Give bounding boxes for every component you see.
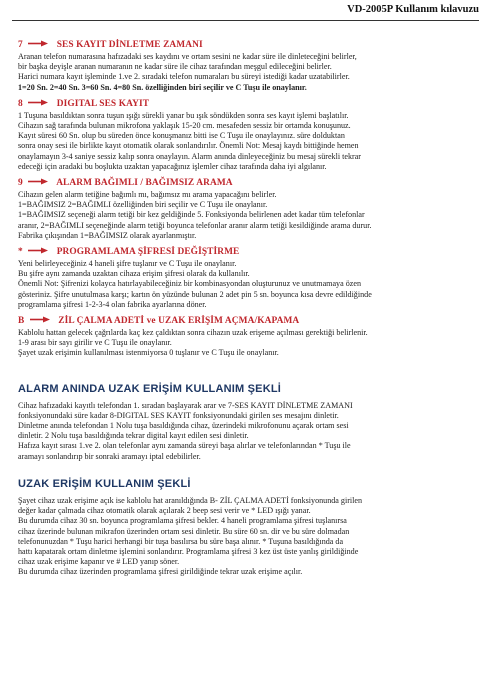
paragraph-line: 1=20 Sn. 2=40 Sn. 3=60 Sn. 4=80 Sn. özelliğinden biri seçilir ve C Tuşu ile onaylanır. xyxy=(18,82,307,92)
arrow-icon xyxy=(28,99,48,106)
section-title xyxy=(18,178,474,188)
section-title-text: DIGITAL SES KAYIT xyxy=(56,98,150,109)
section-8 xyxy=(18,99,474,172)
section-title xyxy=(18,40,474,50)
paragraph-line: onaylamayın 3-4 saniye sessiz kalıp sonra onaylayın. Alarm anında dinleyeceğiniz bu mesaj sürekli tekrar xyxy=(18,151,361,161)
arrow-icon xyxy=(30,316,50,323)
paragraph-line: telefonunuzdan * Tuşu harici herhangi bir tuşa basılırsa bu süre başa alınır. * Tuşuna basıldığında da xyxy=(18,536,344,546)
section-title-text: SES KAYIT DİNLETME ZAMANI xyxy=(56,40,203,50)
arrow-icon xyxy=(28,178,48,185)
paragraph-line: Cihazın gelen alarm tetiğine bağımlı mı, bağımsız mı arama yapacağını belirler. xyxy=(18,190,277,200)
paragraph-line: Yeni belirleyeceğiniz 4 haneli şifre tuşlanır ve C Tuşu ile onaylanır. xyxy=(18,259,237,269)
section-title-text: ALARM BAĞIMLI / BAĞIMSIZ ARAMA xyxy=(56,178,233,189)
paragraph-line: Kayıt süresi 60 Sn. olup bu süreden önce konuşmanız bitti ise C Tuşu ile onaylayınız. süre dolduktan xyxy=(18,131,345,141)
paragraph-line: Aranan telefon numarasına hafızadaki ses kaydını ve ortam sesini ne kadar süre ile dinleteceğini belirler, xyxy=(18,52,357,61)
remote-access-section xyxy=(18,478,474,578)
paragraph-line: aramayı sonlandırıp bir sonraki aramayı iptal edebilirler. xyxy=(18,451,201,461)
paragraph-line: Şayet uzak erişimin kullanılması istenmiyorsa 0 tuşlanır ve C Tuşu ile onaylanır. xyxy=(18,348,279,358)
section-title xyxy=(18,247,474,257)
paragraph-line: edeceği için aradaki bu boşlukta uzaktan yapacağınız işlemler cihaz tarafında daha iyi algılanır. xyxy=(18,161,327,171)
section-number: 9 xyxy=(18,178,23,189)
paragraph-line: 1 Tuşuna basıldıktan sonra tuşun ışığı sürekli yanar bu ışık söndükden sonra ses kayıt işlemi başlatılır. xyxy=(18,110,349,120)
paragraph-line: 1=BAĞIMSIZ 2=BAĞIMLI özelliğinden biri seçilir ve C Tuşu ile onaylanır. xyxy=(18,200,268,210)
paragraph-line: 1=BAĞIMSIZ seçeneği alarm tetiği bir kez geldiğinde 5. Fonksiyonda belirlenen adet kadar tüm telefonlar xyxy=(18,210,365,220)
paragraph-line: Bu durumda cihaz 30 sn. boyunca programlama şifresi bekler. 4 haneli programlama şifresi tuşlanırsa xyxy=(18,516,347,526)
section-number: * xyxy=(18,247,23,258)
arrow-icon xyxy=(28,247,48,254)
paragraph-line: aranır, 2=BAĞIMLI seçeneğinde alarm tetiği boyunca telefonlar aranır alarm tetiği kesildiğinde arama durur. xyxy=(18,220,372,230)
section-number: B xyxy=(18,316,25,327)
paragraph-line: Bu durumda cihaz üzerinden programlama şifresi girildiğinde tekrar uzak erişime açılır. xyxy=(18,567,303,577)
paragraph-line: dinletir. 2 Nolu tuşa basıldığında tekrar digital kayıt edilen sesi dinletir. xyxy=(18,431,249,441)
header-divider xyxy=(12,20,479,21)
paragraph-line: hattı kapatarak ortam dinletme işlemini sonlandırır. Programlama şifresi 3 kez üst üste yanlış girildiğinde xyxy=(18,546,359,556)
section-9 xyxy=(18,178,474,241)
paragraph-line: cihaz uzak erişime kapanır ve # LED yanıp söner. xyxy=(18,557,180,567)
paragraph-line: sonra onay sesi ile birlikte kayıt otomatik olarak sonlandırılır. Önemli Not: Mesaj kaydı bittiğinde hemen xyxy=(18,141,359,151)
arrow-icon xyxy=(28,40,48,47)
paragraph-line: değer kadar çalmada cihaz otomatik olarak açılarak 2 beep sesi verir ve * LED ışığı yanar. xyxy=(18,506,311,516)
paragraph-line: Bu şifre aynı zamanda uzaktan cihaza erişim şifresi olarak da kullanılır. xyxy=(18,269,250,279)
paragraph-line: Kablolu hattan gelecek çağrılarda kaç kez çaldıktan sonra cihazın uzak erişeme açılması gerektiği belirlenir. xyxy=(18,328,368,338)
paragraph-line: 1-9 arası bir sayı girilir ve C Tuşu ile onaylanır. xyxy=(18,338,172,348)
paragraph-line: Hafıza kayıt sırası 1.ve 2. olan telefonlar aynı zamanda süreyi başa alırlar ve telefonlarından * Tuşu ile xyxy=(18,441,351,451)
paragraph-line: Şayet cihaz uzak erişime açık ise kablolu hat aranıldığında B- ZİL ÇALMA ADETİ fonksiyonunda girilen xyxy=(18,495,363,505)
alarm-remote-access-section xyxy=(18,383,474,462)
section-7 xyxy=(18,40,474,93)
paragraph-line: Dinletme anında telefondan 1 Nolu tuşa basıldığında cihaz, üzerindeki mikrofonunu açarak ortam sesi xyxy=(18,421,349,431)
paragraph-line: gösteriniz. Şifre unutulmasa karşı; kartın ön yüzünde bulunan 2 adet pin 5 sn. boyunca kısa devre edildiğinde xyxy=(18,289,372,299)
section-heading: UZAK ERİŞİM KULLANIM ŞEKLİ xyxy=(18,477,191,490)
section-number: 8 xyxy=(18,98,23,109)
section-b xyxy=(18,316,474,359)
section-title xyxy=(18,316,474,326)
paragraph-line: Fabrika çıkışından 1=BAĞIMSIZ olarak ayarlanmıştır. xyxy=(18,230,197,240)
section-heading: ALARM ANINDA UZAK ERİŞİM KULLANIM ŞEKLİ xyxy=(18,382,282,395)
document-body xyxy=(18,40,474,584)
paragraph-line: Önemli Not: Şifrenizi kolayca hatırlayabileceğiniz bir kombinasyondan oluşturunuz ve unutmamaya özen xyxy=(18,279,361,289)
page-header xyxy=(0,0,489,22)
document-title: VD-2005P Kullanım kılavuzu xyxy=(347,4,479,15)
section-title xyxy=(18,99,474,109)
paragraph-line: cihaz üzerinde bulunan mikrafon üzerinden ortam sesi dinletir. Bu süre 60 sn. dir ve bu süre dolmadan xyxy=(18,526,350,536)
paragraph-line: fonksiyonundaki süre kadar 8-DIGITAL SES KAYIT fonksiyonundaki girilen ses mesajını dinletir. xyxy=(18,410,339,420)
section-number: 7 xyxy=(18,40,23,50)
section-title-text: ZİL ÇALMA ADETİ ve UZAK ERİŞİM AÇMA/KAPAMA xyxy=(58,316,300,327)
section-title-text: PROGRAMLAMA ŞİFRESİ DEĞİŞTİRME xyxy=(56,247,240,258)
section-password xyxy=(18,247,474,310)
paragraph-line: Cihaz hafızadaki kayıtlı telefondan 1. sıradan başlayarak arar ve 7-SES KAYIT DİNLETME ZAMANI xyxy=(18,400,353,410)
paragraph-line: programlama şifresi 1-2-3-4 olan fabrika ayarlarına döner. xyxy=(18,299,207,309)
paragraph-line: bir başka deyişle aranan numaranın ne kadar süre ile cihaz tarafından meşgul edileceğini belirler. xyxy=(18,62,332,72)
paragraph-line: Harici numara kayıt işleminde 1.ve 2. sıradaki telefon numaraları bu süreyi istediği kadar uzatabilirler. xyxy=(18,72,350,82)
paragraph-line: Cihazın sağ tarafında bulunan mikrofona yaklaşık 15-20 cm. mesafeden sessiz bir ortamda konuşunuz. xyxy=(18,121,351,131)
